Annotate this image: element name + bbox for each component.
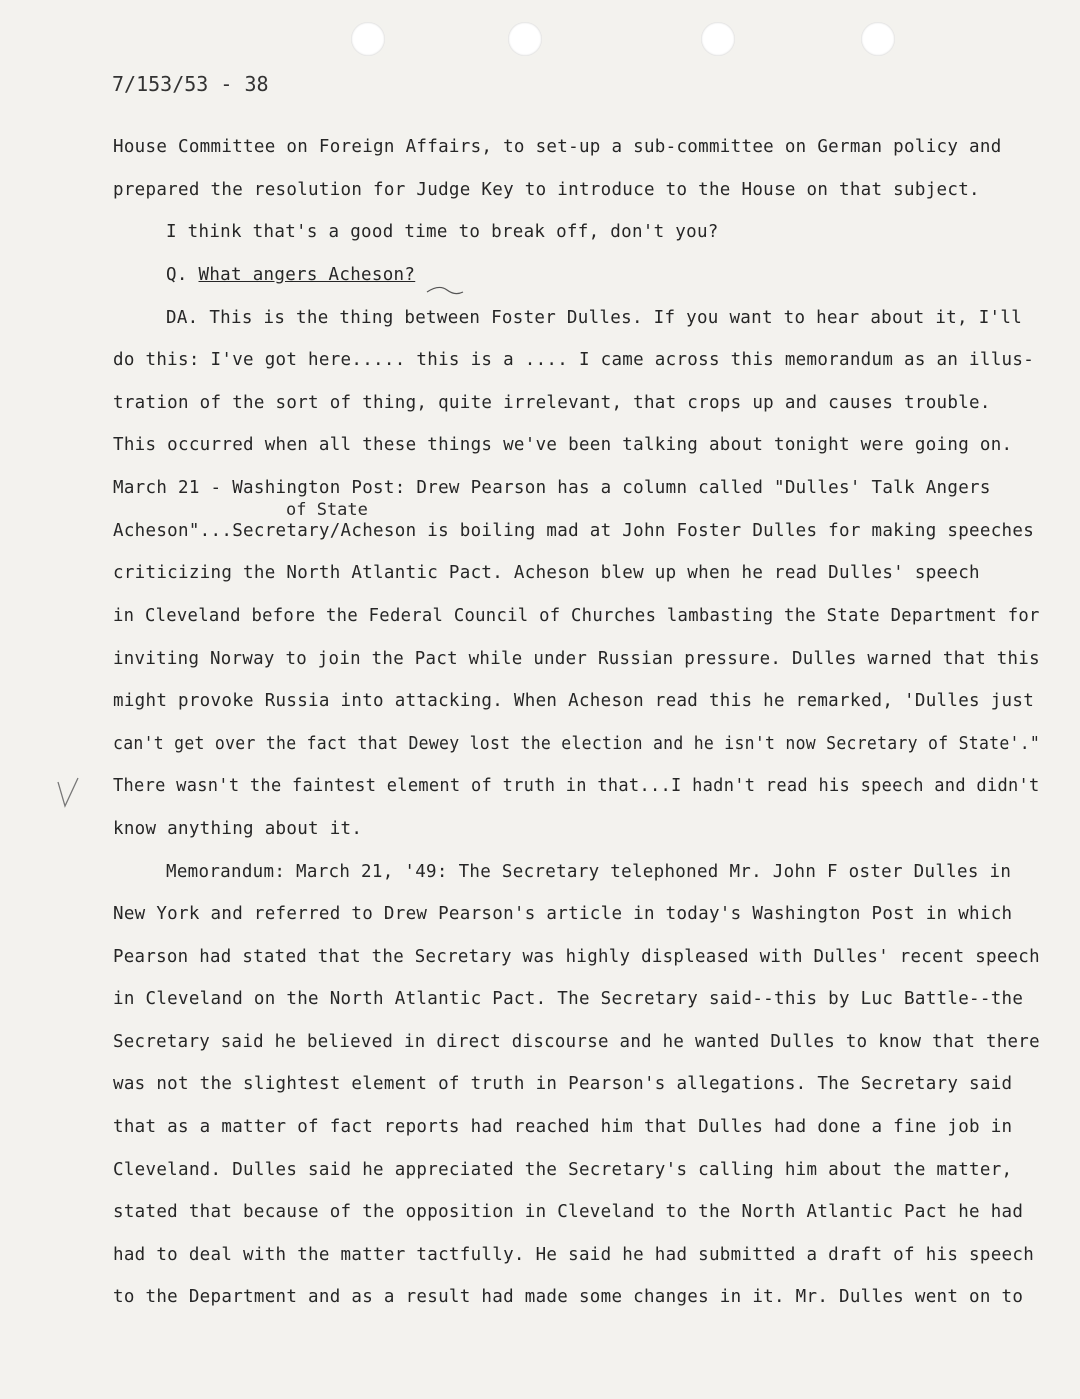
text-line: criticizing the North Atlantic Pact. Acheson blew up when he read Dulles' speech <box>113 563 980 583</box>
text-line: There wasn't the faintest element of truth in that...I hadn't read his speech and didn't <box>113 776 1040 796</box>
text-line: might provoke Russia into attacking. When Acheson read this he remarked, 'Dulles just <box>113 691 1035 711</box>
question-marker: Q. <box>166 265 199 285</box>
text-line: can't get over the fact that Dewey lost the election and he isn't now Secretary of State'." <box>113 734 1041 754</box>
pen-caret-mark <box>425 280 465 304</box>
text-line: inviting Norway to join the Pact while under Russian pressure. Dulles warned that this <box>113 649 1040 669</box>
text-line: was not the slightest element of truth in Pearson's allegations. The Secretary said <box>113 1074 1013 1094</box>
text-line: I think that's a good time to break off, don't you? <box>166 222 719 242</box>
text-line: that as a matter of fact reports had reached him that Dulles had done a fine job in <box>113 1117 1013 1137</box>
text-line: DA. This is the thing between Foster Dulles. If you want to hear about it, I'll <box>166 308 1023 328</box>
punch-hole <box>508 22 542 56</box>
text-line: New York and referred to Drew Pearson's article in today's Washington Post in which <box>113 904 1013 924</box>
text-line: do this: I've got here..... this is a .... I came across this memorandum as an illus- <box>113 350 1035 370</box>
page-reference: 7/153/53 - 38 <box>112 72 269 96</box>
text-line: March 21 - Washington Post: Drew Pearson has a column called "Dulles' Talk Angers <box>113 478 991 498</box>
text-line: tration of the sort of thing, quite irrelevant, that crops up and causes trouble. <box>113 393 991 413</box>
text-line: Acheson"...Secretary/Acheson is boiling mad at John Foster Dulles for making speeches <box>113 521 1035 541</box>
text-line: in Cleveland before the Federal Council of Churches lambasting the State Department for <box>113 606 1040 626</box>
interlinear-insertion: of State <box>286 500 368 520</box>
punch-hole <box>701 22 735 56</box>
text-line: Memorandum: March 21, '49: The Secretary telephoned Mr. John F oster Dulles in <box>166 862 1012 882</box>
text-line: prepared the resolution for Judge Key to introduce to the House on that subject. <box>113 180 980 200</box>
text-line: had to deal with the matter tactfully. He said he had submitted a draft of his speech <box>113 1245 1035 1265</box>
text-line: House Committee on Foreign Affairs, to set-up a sub-committee on German policy and <box>113 137 1002 157</box>
text-line: This occurred when all these things we've been talking about tonight were going on. <box>113 435 1013 455</box>
text-line: know anything about it. <box>113 819 363 839</box>
text-line: in Cleveland on the North Atlantic Pact. The Secretary said--this by Luc Battle--the <box>113 989 1024 1009</box>
punch-hole <box>861 22 895 56</box>
punch-hole <box>351 22 385 56</box>
text-line: Cleveland. Dulles said he appreciated the Secretary's calling him about the matter, <box>113 1160 1013 1180</box>
margin-check-mark <box>56 776 80 810</box>
text-line: to the Department and as a result had made some changes in it. Mr. Dulles went on to <box>113 1287 1024 1307</box>
question-line <box>166 265 415 285</box>
text-line: stated that because of the opposition in Cleveland to the North Atlantic Pact he had <box>113 1202 1024 1222</box>
text-line: Secretary said he believed in direct discourse and he wanted Dulles to know that there <box>113 1032 1040 1052</box>
question-text: What angers Acheson? <box>198 265 416 285</box>
text-line: Pearson had stated that the Secretary was highly displeased with Dulles' recent speech <box>113 947 1040 967</box>
